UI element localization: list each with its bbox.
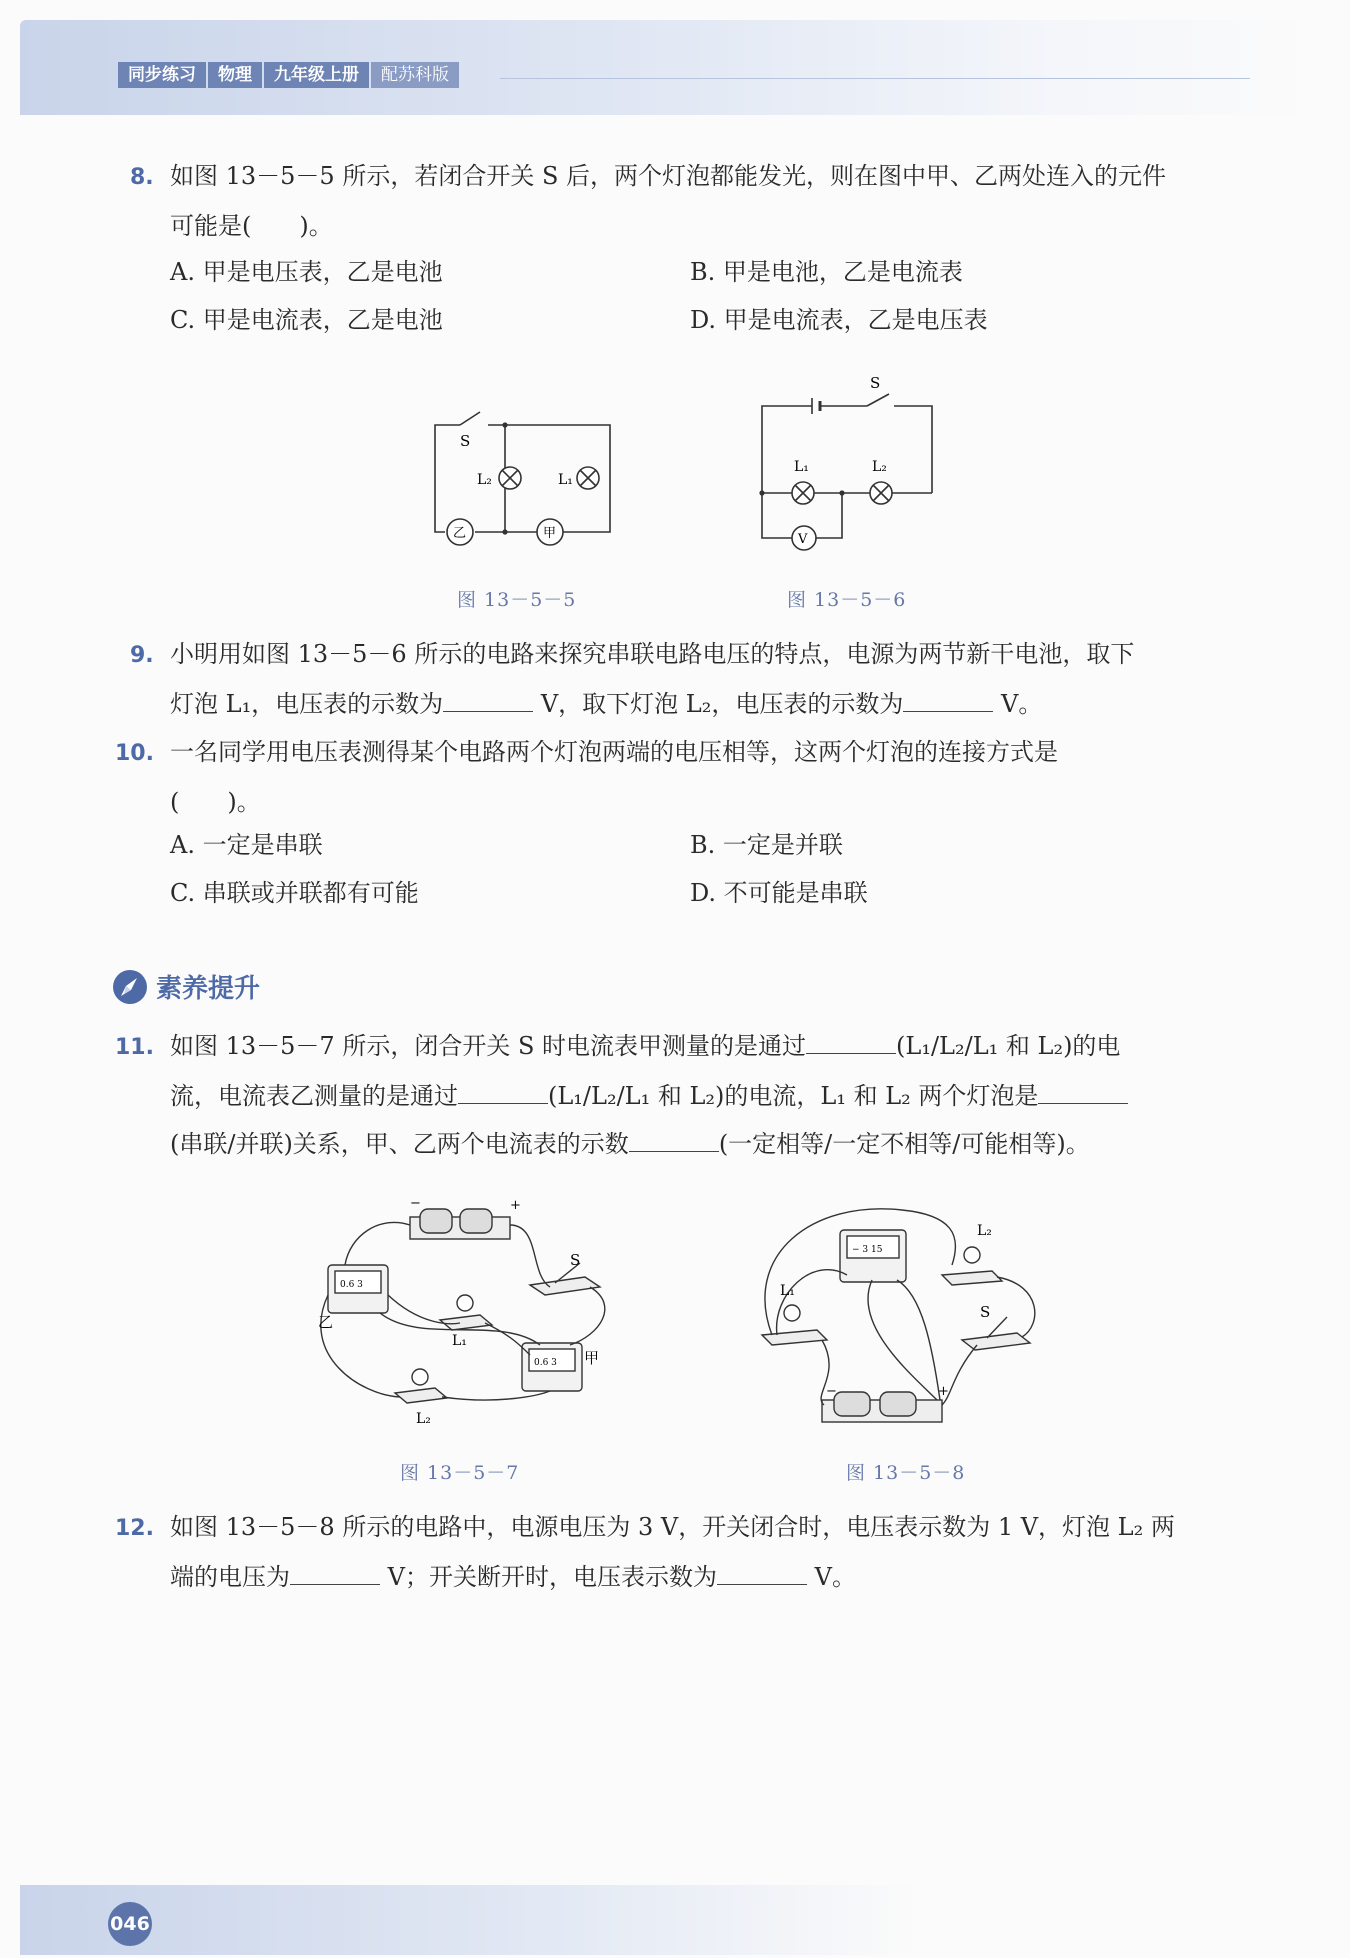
battery-cell: [460, 1209, 492, 1233]
lamp-l2-bulb: [412, 1369, 428, 1385]
question-text-line2b: (L₁/L₂/L₁ 和 L₂)的电流，L₁ 和 L₂ 两个灯泡是: [548, 1082, 1039, 1110]
wire: [762, 493, 792, 538]
wire: [816, 493, 842, 538]
wire: [762, 406, 812, 493]
question-text-line2b: V；开关断开时，电压表示数为: [387, 1563, 717, 1591]
label-minus: −: [826, 1384, 837, 1399]
question-number: 11.: [115, 1035, 154, 1060]
wire: [345, 1222, 410, 1265]
ammeter-yi-scale: 0.6 3: [340, 1280, 363, 1290]
label-plus: +: [510, 1198, 521, 1213]
footer-band: [20, 1885, 920, 1955]
wire: [868, 1280, 937, 1400]
question-number: 8.: [130, 165, 154, 190]
rocket-icon: [112, 969, 148, 1005]
label-l2: L₂: [872, 459, 887, 475]
lamp-l1-base: [762, 1330, 827, 1345]
question-text-line1: 小明用如图 13－5－6 所示的电路来探究串联电路电压的特点，电源为两节新干电池，取下: [170, 640, 1135, 668]
question-text-line2a: 端的电压为: [170, 1563, 290, 1591]
junction: [502, 422, 507, 427]
answer-blank[interactable]: [717, 1556, 807, 1585]
q8-option-a: A. 甲是电压表，乙是电池: [170, 258, 443, 286]
label-s: S: [870, 374, 881, 392]
q10-option-a: A. 一定是串联: [170, 831, 323, 859]
figure-13-5-7: [300, 1195, 630, 1440]
question-text-line1b: (L₁/L₂/L₁ 和 L₂)的电: [896, 1032, 1121, 1060]
label-yi: 乙: [318, 1313, 334, 1331]
junction: [839, 490, 844, 495]
answer-blank[interactable]: [903, 683, 993, 712]
figure-caption-13-5-5: 图 13－5－5: [457, 589, 577, 611]
switch-s: [460, 412, 480, 425]
switch-base: [530, 1277, 600, 1295]
section-header: [112, 968, 260, 1005]
ammeter-jia-scale: 0.6 3: [534, 1358, 557, 1368]
wire: [510, 1225, 550, 1287]
lamp-l2-base: [942, 1271, 1002, 1285]
question-text-line3a: (串联/并联)关系，甲、乙两个电流表的示数: [170, 1130, 629, 1158]
question-text-line2a: 灯泡 L₁，电压表的示数为: [170, 690, 444, 718]
label-s: S: [570, 1251, 581, 1269]
battery-cell: [834, 1392, 870, 1416]
question-number: 9.: [130, 643, 154, 668]
header-tag-series: 同步练习: [118, 62, 206, 88]
wire: [435, 470, 445, 532]
page-number: 046: [108, 1902, 152, 1946]
wire: [435, 425, 460, 470]
label-l1: L₁: [558, 472, 573, 488]
junction: [759, 490, 764, 495]
question-10: [115, 728, 1235, 826]
label-v: V: [798, 532, 808, 547]
wire: [570, 1287, 605, 1345]
answer-blank[interactable]: [629, 1123, 719, 1152]
answer-blank[interactable]: [458, 1075, 548, 1104]
q8-option-b: B. 甲是电池，乙是电流表: [690, 258, 963, 286]
label-minus: −: [410, 1196, 421, 1211]
question-text-line1: 如图 13－5－8 所示的电路中，电源电压为 3 V，开关闭合时，电压表示数为 1 V，灯泡 L₂ 两: [170, 1513, 1175, 1541]
junction: [502, 529, 507, 534]
battery-cell: [880, 1392, 916, 1416]
figure-caption-13-5-8: 图 13－5－8: [846, 1462, 966, 1484]
figure-caption-13-5-6: 图 13－5－6: [787, 589, 907, 611]
question-text-line1: 一名同学用电压表测得某个电路两个灯泡两端的电压相等，这两个灯泡的连接方式是: [170, 738, 1058, 766]
section-title: 素养提升: [156, 974, 261, 1004]
header-tag-grade: 九年级上册: [264, 62, 369, 88]
question-8: [130, 152, 1250, 250]
lamp-l1-base: [440, 1315, 492, 1330]
question-text-line2: 可能是( )。: [170, 212, 333, 240]
question-text-line2c: V。: [814, 1563, 856, 1591]
label-l2: L₂: [977, 1223, 992, 1239]
label-jia: 甲: [584, 1349, 600, 1367]
label-l1: L₁: [452, 1333, 467, 1349]
question-text-line2: ( )。: [170, 788, 261, 816]
q10-option-b: B. 一定是并联: [690, 831, 843, 859]
figure-13-5-6: [742, 368, 942, 563]
question-number: 12.: [115, 1516, 154, 1541]
label-s: S: [980, 1303, 991, 1321]
lamp-l2-base: [395, 1388, 447, 1403]
switch-s: [867, 394, 889, 406]
wire: [894, 406, 932, 493]
switch-base: [962, 1333, 1030, 1350]
question-text-line3b: (一定相等/一定不相等/可能相等)。: [718, 1130, 1090, 1158]
question-12: [115, 1503, 1235, 1601]
question-number: 10.: [115, 741, 154, 766]
question-9: [130, 630, 1250, 728]
question-text-line1: 如图 13－5－5 所示，若闭合开关 S 后，两个灯泡都能发光，则在图中甲、乙两处连入的元件: [170, 162, 1167, 190]
label-l1: L₁: [780, 1283, 795, 1299]
figure-13-5-8: [752, 1195, 1062, 1440]
figure-caption-13-5-7: 图 13－5－7: [400, 1462, 520, 1484]
answer-blank[interactable]: [443, 683, 533, 712]
figure-13-5-5: [420, 400, 640, 560]
header-tag-subject: 物理: [208, 62, 262, 88]
question-text-line1a: 如图 13－5－7 所示，闭合开关 S 时电流表甲测量的是通过: [170, 1032, 807, 1060]
lamp-l2-bulb: [964, 1247, 980, 1263]
wire: [997, 1277, 1035, 1337]
label-jia: 甲: [543, 526, 557, 541]
lamp-l1-bulb: [784, 1305, 800, 1321]
question-text-line2c: V。: [1001, 690, 1043, 718]
lamp-l1-bulb: [457, 1295, 473, 1311]
q8-option-d: D. 甲是电流表，乙是电压表: [690, 306, 988, 334]
label-l2: L₂: [416, 1411, 431, 1427]
header-tag-edition: 配苏科版: [371, 62, 459, 88]
answer-blank[interactable]: [1038, 1075, 1128, 1104]
answer-blank[interactable]: [806, 1025, 896, 1054]
header-tags: [118, 62, 461, 88]
wire: [777, 1270, 847, 1335]
header-rule: [500, 78, 1250, 79]
voltmeter-scale: − 3 15: [852, 1245, 883, 1255]
label-s: S: [460, 432, 471, 450]
question-text-line2a: 流，电流表乙测量的是通过: [170, 1082, 458, 1110]
label-l2: L₂: [477, 472, 492, 488]
label-l1: L₁: [794, 459, 809, 475]
q10-option-d: D. 不可能是串联: [690, 879, 868, 907]
question-11: [115, 1022, 1235, 1168]
battery-cell: [420, 1209, 452, 1233]
q8-option-c: C. 甲是电流表，乙是电池: [170, 306, 443, 334]
label-yi: 乙: [453, 526, 467, 541]
wire: [442, 1391, 550, 1400]
question-text-line2b: V，取下灯泡 L₂，电压表的示数为: [540, 690, 904, 718]
answer-blank[interactable]: [290, 1556, 380, 1585]
label-plus: +: [938, 1384, 949, 1399]
q10-option-c: C. 串联或并联都有可能: [170, 879, 419, 907]
